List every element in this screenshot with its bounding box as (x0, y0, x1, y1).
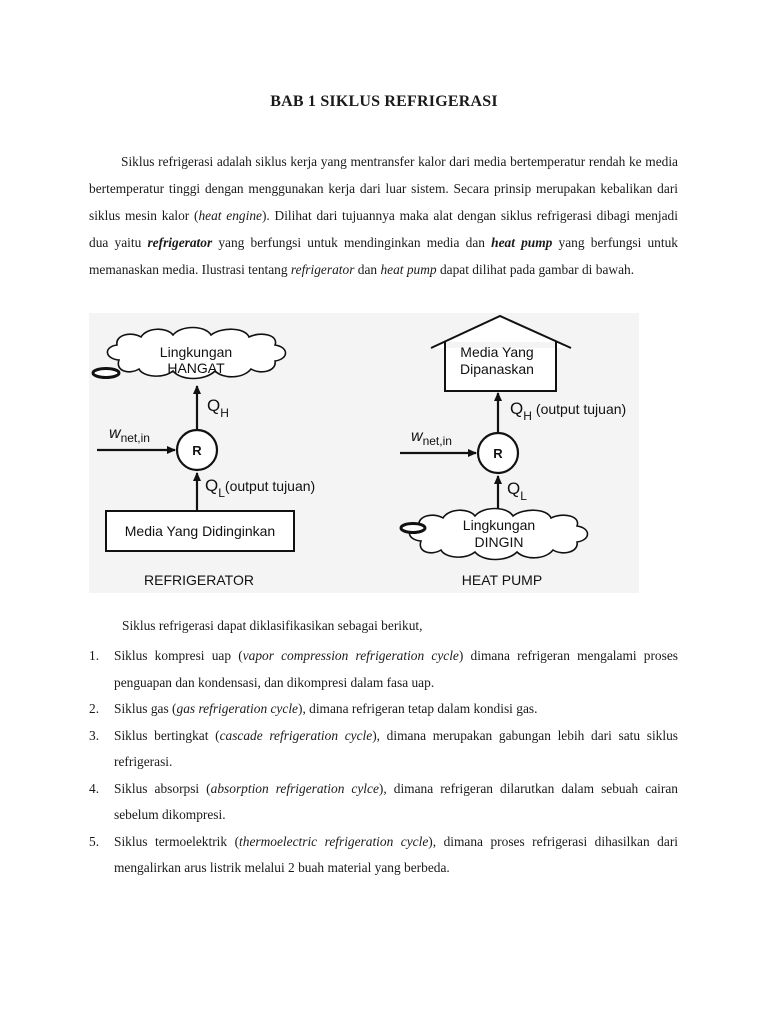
paragraph-text: dan (354, 262, 381, 277)
ql-label: $Q_L^{(output tujuan)}$ (205, 476, 316, 500)
list-text: ), dimana refrigeran dilarutkan dalam sebuah cairan sebelum dikompresi. (114, 780, 678, 822)
paragraph-italic-term: heat engine (198, 208, 262, 223)
paragraph-italic-term: refrigerator (290, 262, 355, 277)
chapter-title: BAB 1 SIKLUS REFRIGERASI (270, 93, 498, 110)
list-number: 3. (89, 727, 100, 743)
cloud-tail-icon (401, 524, 425, 533)
paragraph-text: Siklus refrigerasi adalah siklus kerja yang mentransfer kalor dari media bertemperatur rendah ke media bertemperatur tinggi dengan menggunakan kerja dari luar sistem. Secara prinsip merupakan kebalikan dari siklus mesin kalor ( (89, 154, 678, 223)
heated-media-label: Media Yang (460, 344, 534, 360)
list-text: ), dimana proses refrigerasi dihasilkan dari mengalirkan arus listrik melalui 2 buah material yang berbeda. (114, 833, 678, 875)
cold-environment-label: DINGIN (474, 534, 524, 550)
list-number: 1. (89, 648, 100, 663)
cold-environment-label: Lingkungan (462, 517, 536, 533)
list-text: Siklus kompresi uap ( (114, 648, 243, 663)
cloud-tail-icon (93, 369, 119, 378)
cycle-r-label: R (192, 443, 202, 458)
list-text: Siklus gas ( (114, 701, 177, 716)
classification-list (89, 643, 678, 882)
refrigerator-caption: REFRIGERATOR (144, 572, 254, 588)
warm-environment-label: Lingkungan (159, 344, 233, 360)
list-italic-term: vapor compression refrigeration cycle (242, 648, 459, 663)
paragraph-text: ). Dilihat dari tujuannya maka alat dengan siklus refrigerasi dibagi menjadi dua yaitu (89, 208, 678, 250)
cooled-media-label: Media Yang Didinginkan (124, 523, 276, 539)
warm-environment-label: HANGAT (167, 360, 225, 376)
list-item (89, 696, 678, 723)
paragraph-text: yang berfungsi untuk memanaskan media. Ilustrasi tentang (89, 235, 678, 277)
classification-intro: Siklus refrigerasi dapat diklasifikasikan sebagai berikut, (122, 618, 423, 633)
qh-label: $Q_H$ (207, 396, 229, 420)
refrigeration-diagram (89, 313, 639, 593)
list-italic-term: cascade refrigeration cycle (219, 727, 373, 743)
list-text: Siklus termoelektrik ( (114, 833, 240, 849)
list-italic-term: absorption refrigeration cylce (210, 780, 379, 796)
heated-media-label: Dipanaskan (460, 361, 534, 377)
list-text: ), dimana merupakan gabungan lebih dari satu siklus refrigerasi. (114, 727, 678, 769)
paragraph-text: dapat dilihat pada gambar di bawah. (436, 262, 635, 277)
list-italic-term: thermoelectric refrigeration cycle (239, 833, 429, 849)
intro-paragraph (89, 148, 678, 283)
paragraph-text: yang berfungsi untuk mendinginkan media dan (212, 235, 492, 250)
refrigerator-diagram (93, 328, 315, 589)
heat-pump-diagram (400, 316, 626, 588)
cycle-r-label: R (493, 446, 503, 461)
list-item (89, 776, 678, 829)
heat-pump-caption: HEAT PUMP (461, 572, 543, 588)
qh-label: $Q_H$ $^{(output tujuan)}$ (510, 399, 627, 423)
list-number: 2. (89, 701, 100, 716)
paragraph-bold-term: heat pump (491, 235, 553, 250)
list-text: Siklus bertingkat ( (114, 727, 220, 743)
paragraph-bold-term: refrigerator (147, 235, 213, 250)
ql-label: $Q_L$ (507, 479, 527, 503)
list-text: ) dimana refrigeran mengalami proses penguapan dan kondensasi, dan dikompresi dalam fasa uap. (114, 648, 678, 690)
list-item (89, 829, 678, 882)
list-number: 5. (89, 833, 100, 849)
list-italic-term: gas refrigeration cycle (176, 701, 298, 716)
list-item (89, 723, 678, 776)
work-input-label: $w_{net,in}$ (109, 425, 150, 445)
list-text: Siklus absorpsi ( (114, 780, 211, 796)
paragraph-italic-term: heat pump (380, 262, 437, 277)
list-item (89, 643, 678, 696)
list-number: 4. (89, 780, 100, 796)
list-text: ), dimana refrigeran tetap dalam kondisi gas. (297, 701, 538, 716)
work-input-label: $w_{net,in}$ (411, 428, 452, 448)
